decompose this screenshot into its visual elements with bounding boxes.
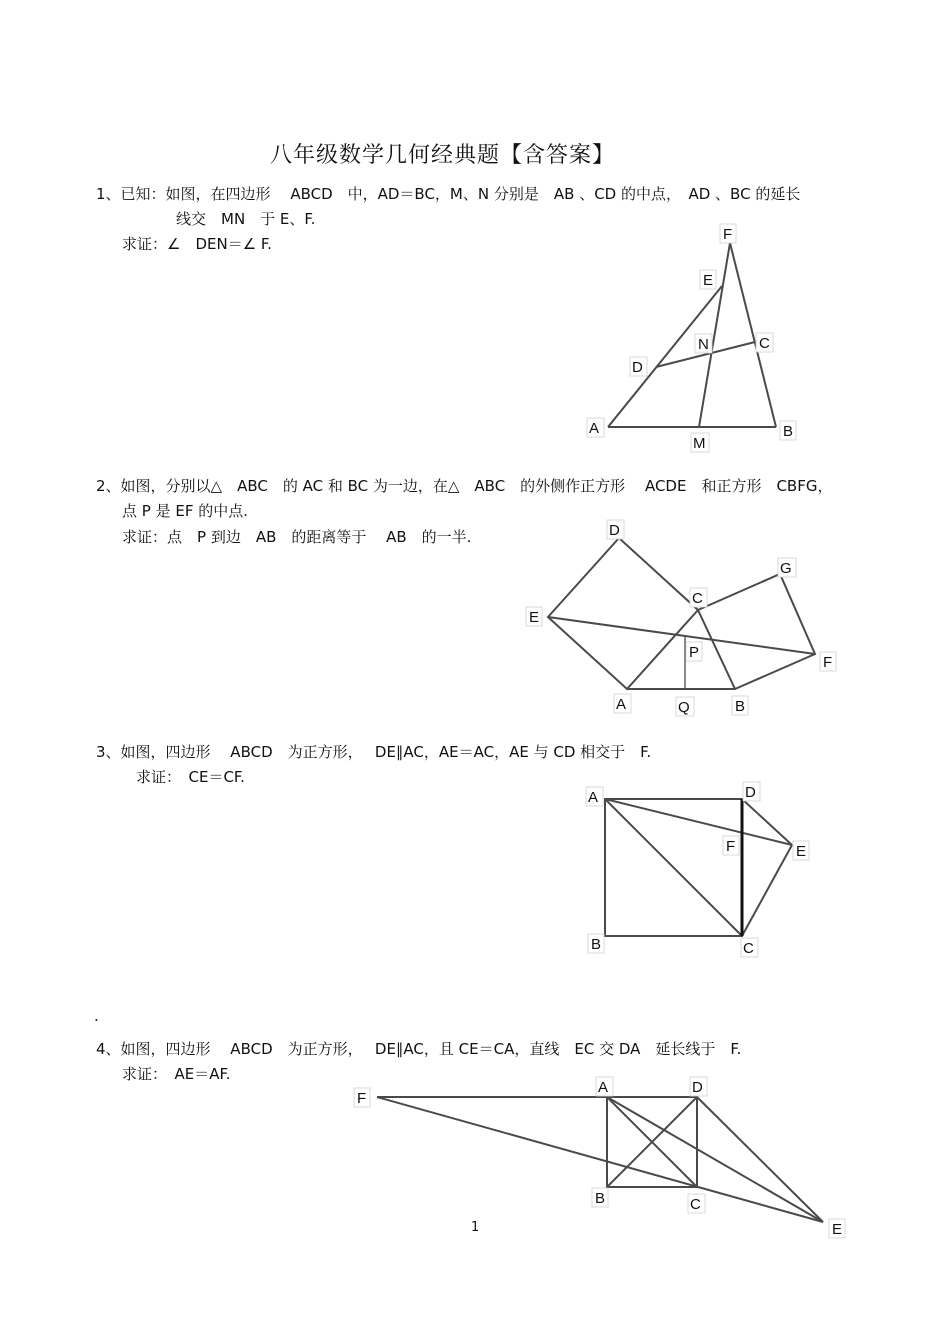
- point-label-B: B: [595, 1190, 606, 1207]
- point-label-B: B: [783, 423, 794, 440]
- point-label-D: D: [745, 784, 756, 801]
- point-label-M: M: [693, 435, 706, 452]
- problem-1-prove: 求证：∠ DEN＝∠ F.: [122, 235, 272, 253]
- problem-3-prove: 求证： CE＝CF.: [136, 768, 245, 786]
- point-label-A: A: [598, 1079, 609, 1096]
- problem-4-prove: 求证： AE＝AF.: [122, 1065, 231, 1083]
- stray-dot: .: [94, 1007, 99, 1025]
- point-label-B: B: [591, 936, 602, 953]
- problem-4-statement: 4、如图，四边形 ABCD 为正方形， DE∥AC，且 CE＝CA，直线 EC 交 DA 延长线于 F.: [96, 1040, 742, 1058]
- point-label-D: D: [692, 1079, 703, 1096]
- point-label-D: D: [632, 359, 643, 376]
- label-E: [829, 1219, 845, 1238]
- label-D: [690, 1077, 707, 1096]
- point-label-C: C: [759, 335, 770, 352]
- problem-2-statement: 2、如图，分别以△ ABC 的 AC 和 BC 为一边，在△ ABC 的外侧作正方形 ACDE 和正方形 CBFG，: [96, 477, 833, 495]
- point-label-F: F: [357, 1090, 367, 1107]
- page-number: 1: [471, 1220, 480, 1235]
- point-label-C: C: [692, 590, 703, 607]
- problem-2-statement-cont: 点 P 是 EF 的中点.: [122, 502, 248, 520]
- point-label-A: A: [616, 696, 627, 713]
- problem-1-statement-cont: 线交 MN 于 E、F.: [176, 210, 316, 228]
- page-title: 八年级数学几何经典题【含答案】: [270, 143, 616, 168]
- point-label-B: B: [735, 698, 746, 715]
- point-label-C: C: [743, 940, 754, 957]
- problem-1-statement: 1、已知：如图，在四边形 ABCD 中，AD＝BC，M、N 分别是 AB 、CD 的中点， AD 、BC 的延长: [96, 185, 801, 203]
- point-label-F: F: [723, 226, 733, 243]
- point-label-A: A: [589, 420, 600, 437]
- point-label-P: P: [689, 644, 700, 661]
- point-label-E: E: [529, 609, 540, 626]
- problem-2-prove: 求证：点 P 到边 AB 的距离等于 AB 的一半.: [122, 528, 472, 546]
- label-F: [354, 1088, 370, 1107]
- point-label-G: G: [780, 560, 792, 577]
- point-label-E: E: [703, 272, 714, 289]
- label-C: [688, 1194, 705, 1213]
- label-B: [592, 1188, 608, 1207]
- problem-3-statement: 3、如图，四边形 ABCD 为正方形， DE∥AC，AE＝AC，AE 与 CD 相交于 F.: [96, 743, 652, 761]
- point-label-D: D: [609, 522, 620, 539]
- label-A: [596, 1077, 613, 1096]
- point-label-E: E: [832, 1221, 843, 1238]
- point-label-F: F: [726, 838, 736, 855]
- point-label-A: A: [588, 789, 599, 806]
- point-label-F: F: [823, 654, 833, 671]
- point-label-C: C: [690, 1196, 701, 1213]
- point-label-E: E: [796, 843, 807, 860]
- point-label-N: N: [698, 336, 709, 353]
- point-label-Q: Q: [678, 699, 690, 716]
